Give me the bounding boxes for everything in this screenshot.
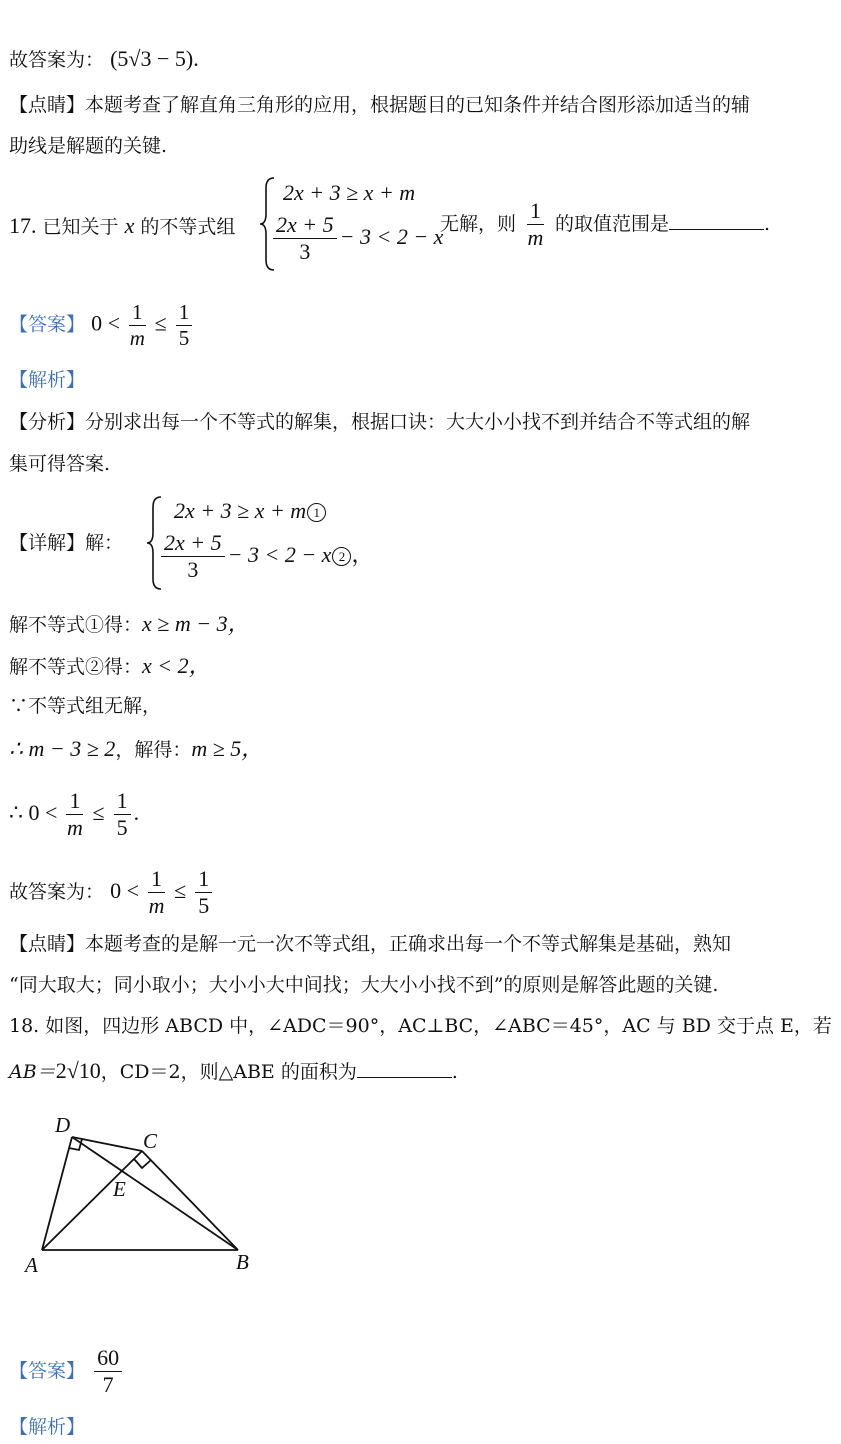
circled-number: 1 <box>307 503 326 522</box>
period: . <box>133 799 140 825</box>
label-B: B <box>236 1250 249 1274</box>
q17-step2 <box>9 655 211 677</box>
stem-period: . <box>764 213 771 235</box>
q18-analysis-tag: 【解析】 <box>9 1416 86 1438</box>
inequality-text: 2x + 3 ≥ x + m <box>174 498 307 523</box>
circled-number: 2 <box>332 547 351 566</box>
step-text: 解不等式②得： <box>9 656 143 678</box>
stem-radical: 2√10 <box>55 1058 101 1083</box>
inequality-text: − 3 < 2 − x <box>339 223 444 249</box>
fraction-denominator: 5 <box>198 893 210 919</box>
q17-detail-start <box>9 534 123 553</box>
q17-fenxi-line2 <box>9 455 110 474</box>
fraction-numerator: 1 <box>129 300 146 326</box>
stem-text: 的不等式组 <box>140 216 236 238</box>
answer-relation: ≤ <box>174 877 187 903</box>
step-math: x < 2， <box>142 653 211 678</box>
q17-step1 <box>9 613 250 635</box>
q17-comment-line2 <box>9 976 718 995</box>
comma: ， <box>351 541 374 567</box>
inequality-text: 2x + 3 ≥ x + m <box>283 180 416 205</box>
right-angle-mark-C <box>134 1159 151 1168</box>
step-text: ，解得： <box>115 739 192 761</box>
fraction-numerator: 2x + 5 <box>273 212 337 239</box>
stem-period: . <box>451 1061 458 1083</box>
comment-text: 本题考查的是解一元一次不等式组，正确求出每一个不等式解集是基础，熟知 <box>85 933 732 955</box>
step-relation: ≤ <box>92 799 105 825</box>
q17-fenxi-line1 <box>9 413 750 432</box>
fraction-denominator: 3 <box>299 239 311 265</box>
answer-blank <box>669 215 764 230</box>
label-E: E <box>113 1177 126 1201</box>
fraction-denominator: 5 <box>178 326 190 351</box>
q17-stem <box>9 215 235 237</box>
q17-inequality-1 <box>283 180 415 206</box>
fraction-denominator: 3 <box>187 557 199 583</box>
q17-comment-line1 <box>9 935 731 954</box>
label-C: C <box>143 1129 158 1153</box>
q17-inequality-2 <box>270 212 443 266</box>
stem-text: 的取值范围是 <box>555 213 670 235</box>
stem-text: ，CD＝2，则△ABE 的面积为 <box>100 1061 357 1083</box>
fraction-numerator: 1 <box>148 866 165 893</box>
q17-step4 <box>9 738 263 760</box>
comment-text: 本题考查了解直角三角形的应用，根据题目的已知条件并结合图形添加适当的辅 <box>85 94 751 116</box>
answer-blank <box>357 1063 452 1078</box>
comment-text: 助线是解题的关键. <box>9 135 168 157</box>
fraction-denominator: 5 <box>116 815 128 841</box>
q16-answer-line: 故答案为： (5√3 − 5). <box>9 46 199 71</box>
comment-tag: 【点睛】 <box>9 933 86 955</box>
q17-stem-cont <box>440 215 516 234</box>
fraction-denominator: m <box>148 893 165 919</box>
q16-comment-line2 <box>9 137 167 156</box>
q17-answer <box>9 300 195 351</box>
label-D: D <box>55 1113 71 1137</box>
q17-detail-ineq2 <box>158 530 373 584</box>
fraction-denominator: m <box>67 815 83 841</box>
answer-left: 0 < <box>110 877 139 903</box>
side-CB <box>142 1151 238 1250</box>
comment-tag: 【点睛】 <box>9 94 86 116</box>
step-math: m ≥ 5， <box>191 736 264 761</box>
q17-step3: ∵不等式组无解， <box>9 695 162 717</box>
comment-text: “同大取大；同小取小；大小小大中间找；大大小小找不到”的原则是解答此题的关键. <box>9 974 719 996</box>
side-AD <box>42 1137 72 1250</box>
fraction-numerator: 60 <box>94 1345 122 1372</box>
fraction-numerator: 2x + 5 <box>161 530 225 557</box>
step-math: x ≥ m − 3， <box>142 611 250 636</box>
stem-variable: x <box>124 213 135 238</box>
answer-prefix: 故答案为： <box>9 49 105 71</box>
answer-expression: (5√3 − 5) <box>110 46 194 71</box>
answer-tag: 【答案】 <box>9 1359 86 1382</box>
step-text: 解不等式①得： <box>9 614 143 636</box>
q18-figure <box>10 1108 280 1288</box>
q18-answer <box>9 1345 125 1399</box>
answer-tag: 【答案】 <box>9 313 86 336</box>
q18-stem-line2 <box>9 1060 458 1082</box>
q17-stem-end <box>555 215 770 234</box>
step-math: ∴ m − 3 ≥ 2 <box>9 736 116 761</box>
fenxi-text: 分别求出每一个不等式的解集，根据口诀：大大小小找不到并结合不等式组的解 <box>85 411 751 433</box>
stem-text: AB＝ <box>9 1061 56 1083</box>
q17-final-answer <box>9 866 215 920</box>
diagonal-AC <box>42 1151 142 1250</box>
fraction-numerator: 1 <box>176 300 193 326</box>
step-math: ∴ 0 < <box>9 799 58 825</box>
fraction-numerator: 1 <box>66 788 83 815</box>
detail-text: 解： <box>85 532 124 554</box>
fraction-numerator: 1 <box>114 788 131 815</box>
q17-step5 <box>9 788 139 842</box>
fraction-numerator: 1 <box>527 198 544 225</box>
fraction-denominator: m <box>129 326 145 351</box>
q17-analysis-tag: 【解析】 <box>9 369 86 391</box>
question-number: 17. <box>9 213 37 238</box>
q17-target-fraction <box>524 198 547 252</box>
stem-text: 已知关于 <box>42 216 119 238</box>
q18-stem-line1: 18. 如图，四边形 ABCD 中，∠ADC＝90°，AC⊥BC，∠ABC＝45°，AC 与 BD 交于点 E，若 <box>9 1015 832 1037</box>
stem-text: 无解，则 <box>440 213 517 235</box>
fraction-denominator: m <box>527 225 544 251</box>
inequality-text: − 3 < 2 − x <box>227 541 332 567</box>
fraction-numerator: 1 <box>195 866 212 893</box>
answer-prefix: 故答案为： <box>9 880 105 903</box>
diagonal-BD <box>72 1137 238 1250</box>
detail-tag: 【详解】 <box>9 532 86 554</box>
q16-comment-line1 <box>9 96 750 115</box>
fenxi-tag: 【分析】 <box>9 411 86 433</box>
fenxi-text: 集可得答案. <box>9 453 111 475</box>
q17-detail-ineq1 <box>174 498 326 524</box>
label-A: A <box>25 1253 38 1277</box>
answer-left: 0 < <box>91 310 120 336</box>
answer-relation: ≤ <box>154 310 167 336</box>
fraction-denominator: 7 <box>102 1372 114 1398</box>
